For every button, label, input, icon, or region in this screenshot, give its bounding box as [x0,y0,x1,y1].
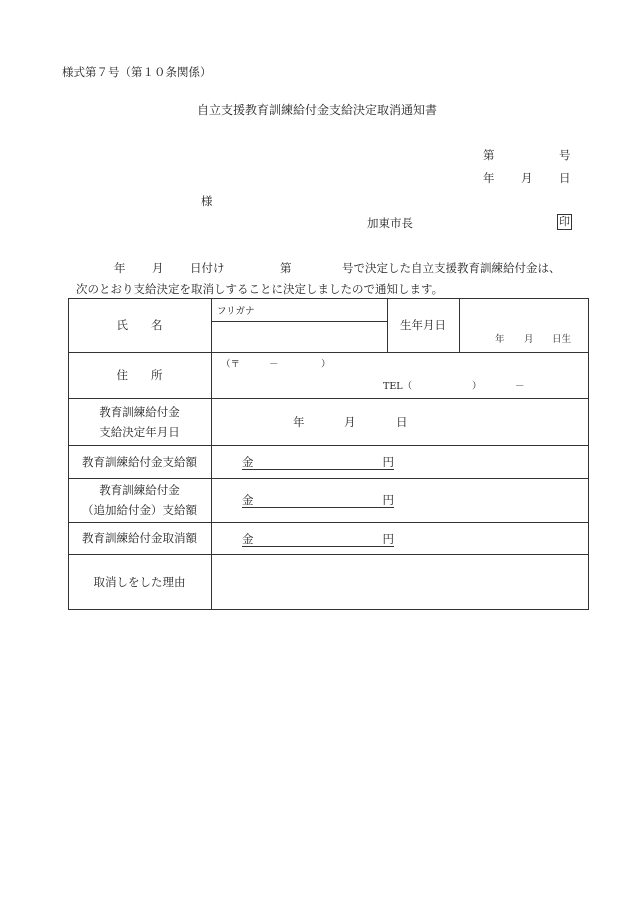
doc-number-prefix: 第 [483,148,495,162]
ref-day: 日付け [190,261,225,275]
additional-amount-field[interactable] [242,493,394,508]
cancel-reason-field[interactable] [217,557,583,606]
issuer-name: 加東市長 [367,216,413,230]
table-line [211,298,212,610]
table-line [211,321,387,322]
yen-suffix: 円 [382,455,394,469]
yen-prefix: 金 [242,493,254,507]
cancel-amount-label: 教育訓練給付金取消額 [82,531,197,545]
name-field[interactable] [217,325,383,349]
decision-year: 年 [293,415,305,429]
payment-amount-field[interactable] [242,455,394,470]
tel-dash: － [515,381,525,392]
tel-label: TEL（ [383,381,413,392]
postal-close: ） [321,359,331,370]
cancel-amount-field[interactable] [242,532,394,547]
postal-dash: － [269,359,279,370]
birth-year: 年 [495,334,505,345]
issue-date-day: 日 [559,171,571,185]
yen-prefix: 金 [242,455,254,469]
birth-day: 日生 [552,334,572,345]
tel-close: ） [472,381,482,392]
decision-date-label-line2: 支給決定年月日 [99,424,180,439]
payment-amount-label: 教育訓練給付金支給額 [82,454,197,469]
decision-month: 月 [344,415,356,429]
addressee-suffix: 様 [201,194,213,208]
cancel-reason-label: 取消しをした理由 [93,574,186,589]
postal-open: （〒 [221,359,241,370]
furigana-field[interactable] [217,301,383,318]
table-line [68,609,589,610]
decision-date-label-line1: 教育訓練給付金 [99,404,180,419]
ref-month: 月 [152,261,164,275]
notice-sentence: 次のとおり支給決定を取消しすることに決定しましたので通知します。 [76,282,444,296]
document-title: 自立支援教育訓練給付金支給決定取消通知書 [197,103,438,117]
yen-suffix: 円 [382,493,394,507]
birth-date-field[interactable] [461,301,585,349]
birth-date-label: 生年月日 [400,318,446,332]
additional-amount-label-line1: 教育訓練給付金 [99,483,180,497]
issue-date-month: 月 [521,171,533,185]
yen-prefix: 金 [242,532,254,546]
address-field[interactable] [217,355,583,395]
table-line [459,298,460,352]
doc-number-suffix: 号 [559,148,571,162]
ref-year: 年 [114,261,126,275]
furigana-label: フリガナ [217,306,255,317]
form-number: 様式第７号（第１０条関係） [62,65,212,79]
yen-suffix: 円 [382,532,394,546]
issue-date-year: 年 [483,171,495,185]
form-table [68,298,589,610]
table-line [588,298,589,610]
decision-day: 日 [396,415,408,429]
ref-sentence: 号で決定した自立支援教育訓練給付金は、 [342,261,561,275]
additional-amount-label [68,478,211,522]
address-label: 住 所 [116,368,163,382]
additional-amount-label-line2: （追加給付金）支給額 [82,503,197,517]
name-label: 氏 名 [116,318,163,332]
seal-stamp: 印 [559,215,570,228]
decision-date-label [68,398,211,445]
ref-number-prefix: 第 [280,261,292,275]
birth-month: 月 [524,334,534,345]
